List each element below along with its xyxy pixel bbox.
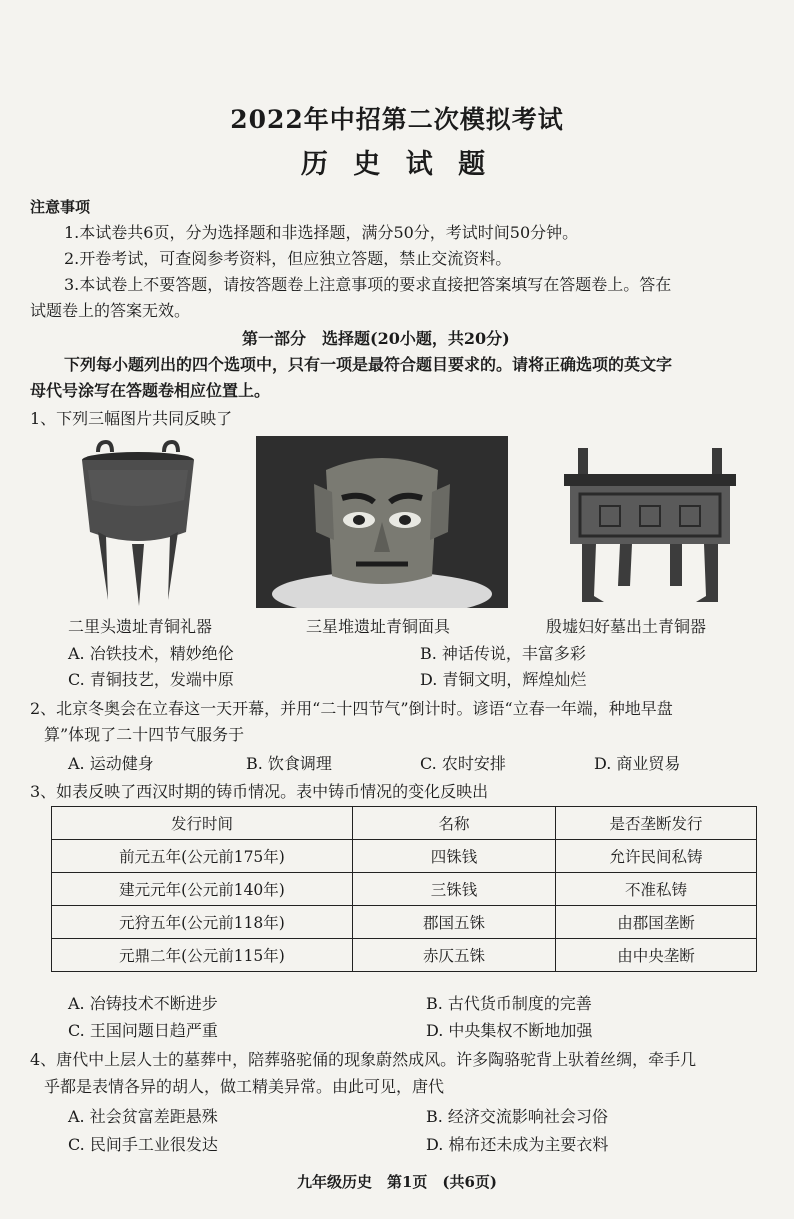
q1-option-b: B. 神话传说，丰富多彩 [420, 644, 586, 663]
table-row [52, 840, 757, 873]
part1-instructions-1: 下列每小题列出的四个选项中，只有一项是最符合题目要求的。请将正确选项的英文字 [64, 355, 673, 374]
notes-heading: 注意事项 [30, 198, 91, 216]
q3-option-b: B. 古代货币制度的完善 [426, 994, 592, 1013]
note-2: 2.开卷考试，可查阅参考资料，但应独立答题，禁止交流资料。 [64, 249, 512, 268]
coin-table [51, 806, 757, 972]
q3-option-c: C. 王国问题日趋严重 [68, 1021, 218, 1040]
bronze-mask-image [256, 436, 508, 608]
table-cell: 赤仄五铢 [353, 939, 556, 972]
table-cell: 四铢钱 [353, 840, 556, 873]
q4-stem-1: 4、唐代中上层人士的墓葬中，陪葬骆驼俑的现象蔚然成风。许多陶骆驼背上驮着丝绸，牵手几 [30, 1050, 697, 1069]
table-header-row [52, 807, 757, 840]
exam-title: 2022年中招第二次模拟考试 [230, 105, 564, 134]
caption-erlitou: 二里头遗址青铜礼器 [68, 617, 213, 636]
q2-option-a: A. 运动健身 [68, 754, 154, 773]
q3-option-d: D. 中央集权不断地加强 [426, 1021, 593, 1040]
table-header: 名称 [353, 807, 556, 840]
page-footer: 九年级历史 第1页 (共6页) [296, 1173, 498, 1191]
q2-stem-2: 算”体现了二十四节气服务于 [44, 725, 245, 744]
table-header: 发行时间 [52, 807, 353, 840]
table-cell: 由中央垄断 [556, 939, 757, 972]
caption-yinxu: 殷墟妇好墓出土青铜器 [546, 617, 707, 636]
part1-heading: 第一部分 选择题(20小题，共20分) [242, 329, 510, 348]
exam-subtitle: 历 史 试 题 [300, 149, 494, 180]
q4-stem-2: 乎都是表情各异的胡人，做工精美异常。由此可见，唐代 [44, 1077, 445, 1096]
q4-option-c: C. 民间手工业很发达 [68, 1135, 218, 1154]
table-cell: 元鼎二年(公元前115年) [52, 939, 353, 972]
q3-stem: 3、如表反映了西汉时期的铸币情况。表中铸币情况的变化反映出 [30, 782, 489, 801]
table-row [52, 939, 757, 972]
table-cell: 允许民间私铸 [556, 840, 757, 873]
table-cell: 郡国五铢 [353, 906, 556, 939]
part1-instructions-2: 母代号涂写在答题卷相应位置上。 [30, 381, 271, 400]
table-row [52, 906, 757, 939]
note-3-cont: 试题卷上的答案无效。 [30, 301, 191, 320]
q4-option-b: B. 经济交流影响社会习俗 [426, 1107, 608, 1126]
table-cell: 元狩五年(公元前118年) [52, 906, 353, 939]
table-header: 是否垄断发行 [556, 807, 757, 840]
q2-option-c: C. 农时安排 [420, 754, 506, 773]
q2-stem-1: 2、北京冬奥会在立春这一天开幕，并用“二十四节气”倒计时。谚语“立春一年端，种地早盘 [30, 699, 673, 718]
q2-option-b: B. 饮食调理 [246, 754, 332, 773]
q2-option-d: D. 商业贸易 [594, 754, 681, 773]
q1-option-a: A. 冶铁技术，精妙绝伦 [68, 644, 234, 663]
q1-option-d: D. 青铜文明，辉煌灿烂 [420, 670, 587, 689]
table-cell: 建元元年(公元前140年) [52, 873, 353, 906]
table-cell: 由郡国垄断 [556, 906, 757, 939]
q4-option-d: D. 棉布还未成为主要衣料 [426, 1135, 609, 1154]
table-row [52, 873, 757, 906]
table-cell: 前元五年(公元前175年) [52, 840, 353, 873]
table-cell: 不准私铸 [556, 873, 757, 906]
caption-sanxingdui: 三星堆遗址青铜面具 [306, 617, 451, 636]
q3-option-a: A. 冶铸技术不断进步 [68, 994, 218, 1013]
bronze-vessel-image [68, 440, 208, 610]
note-3: 3.本试卷上不要答题，请按答题卷上注意事项的要求直接把答案填写在答题卷上。答在 [64, 275, 672, 294]
note-1: 1.本试卷共6页，分为选择题和非选择题，满分50分，考试时间50分钟。 [64, 223, 579, 242]
square-ding-image [560, 446, 740, 608]
table-cell: 三铢钱 [353, 873, 556, 906]
q4-option-a: A. 社会贫富差距悬殊 [68, 1107, 218, 1126]
q1-stem: 1、下列三幅图片共同反映了 [30, 409, 233, 428]
q1-option-c: C. 青铜技艺，发端中原 [68, 670, 234, 689]
